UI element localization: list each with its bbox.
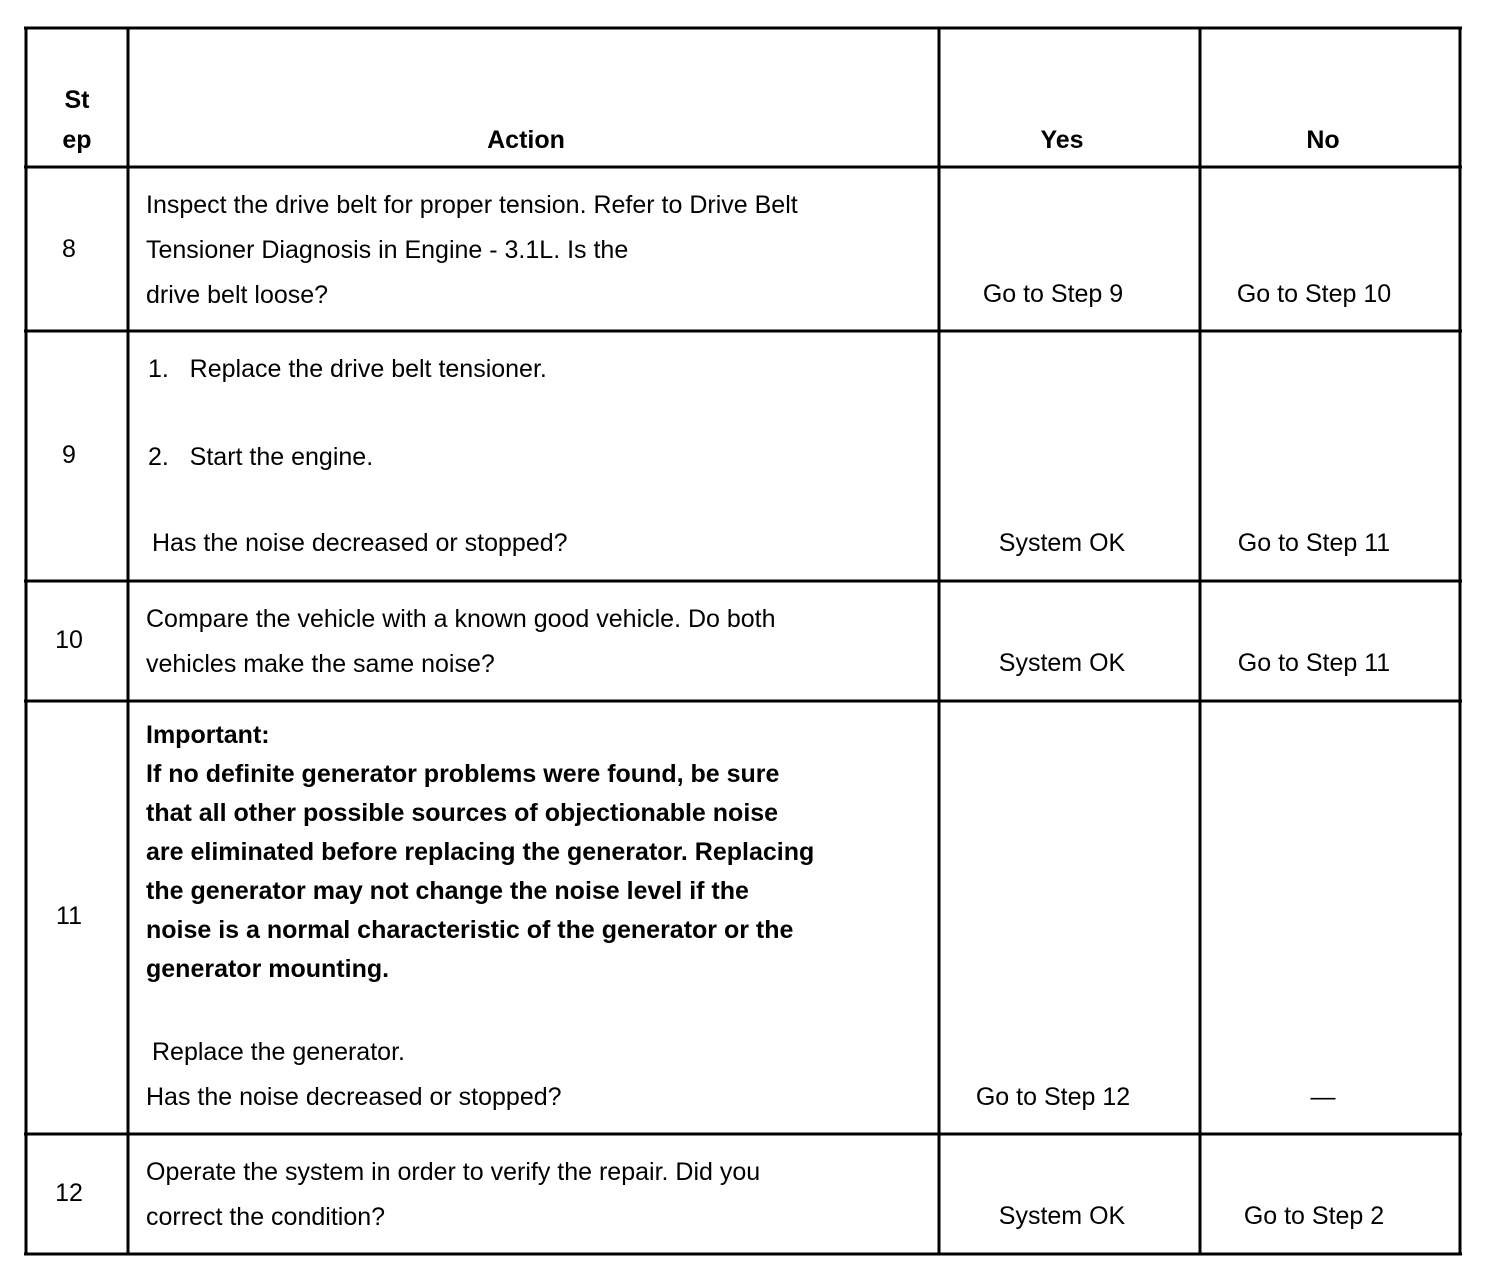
important-label: Important: — [146, 721, 270, 749]
yes-result: System OK — [998, 529, 1126, 557]
action-list-item: 1. Replace the drive belt tensioner. — [148, 355, 547, 383]
step-number: 12 — [55, 1179, 83, 1207]
no-result: Go to Step 11 — [1237, 649, 1391, 677]
header-no: No — [1306, 126, 1340, 154]
yes-result: System OK — [998, 1202, 1126, 1230]
header-step-line2: ep — [62, 126, 92, 154]
action-instruction: Replace the generator. — [152, 1038, 405, 1066]
no-result: Go to Step 10 — [1236, 280, 1392, 308]
header-yes: Yes — [1040, 126, 1084, 154]
important-line: noise is a normal characteristic of the generator or the — [146, 916, 794, 944]
action-line: Compare the vehicle with a known good vehicle. Do both — [146, 605, 776, 633]
important-line: If no definite generator problems were found, be sure — [146, 760, 780, 788]
header-step-line1: St — [64, 86, 90, 114]
action-text — [146, 1150, 760, 1240]
important-line: are eliminated before replacing the generator. Replacing — [146, 838, 815, 866]
no-result: Go to Step 11 — [1237, 529, 1391, 557]
step-number: 9 — [62, 441, 76, 469]
step-number: 11 — [56, 902, 82, 930]
action-question: Has the noise decreased or stopped? — [146, 1083, 562, 1111]
action-line: Tensioner Diagnosis in Engine - 3.1L. Is the — [146, 236, 629, 264]
action-list-item: 2. Start the engine. — [148, 443, 374, 471]
step-number: 10 — [55, 626, 83, 654]
action-line: vehicles make the same noise? — [146, 650, 495, 678]
action-line: Operate the system in order to verify the repair. Did you — [146, 1158, 761, 1186]
action-text — [146, 597, 776, 687]
no-result: — — [1310, 1083, 1336, 1111]
important-line: that all other possible sources of objectionable noise — [146, 799, 779, 827]
important-line: generator mounting. — [146, 955, 390, 983]
action-question: Has the noise decreased or stopped? — [152, 529, 568, 557]
action-text — [146, 183, 798, 318]
step-number: 8 — [62, 235, 76, 263]
no-result: Go to Step 2 — [1243, 1202, 1385, 1230]
action-line: Inspect the drive belt for proper tension. Refer to Drive Belt — [146, 191, 798, 219]
important-line: the generator may not change the noise level if the — [146, 877, 749, 905]
action-line: drive belt loose? — [146, 281, 329, 309]
action-line: correct the condition? — [146, 1203, 386, 1231]
important-note — [146, 716, 814, 989]
yes-result: System OK — [998, 649, 1126, 677]
header-action: Action — [487, 126, 565, 154]
header-step — [28, 80, 126, 160]
yes-result: Go to Step 9 — [982, 280, 1124, 308]
yes-result: Go to Step 12 — [975, 1083, 1131, 1111]
